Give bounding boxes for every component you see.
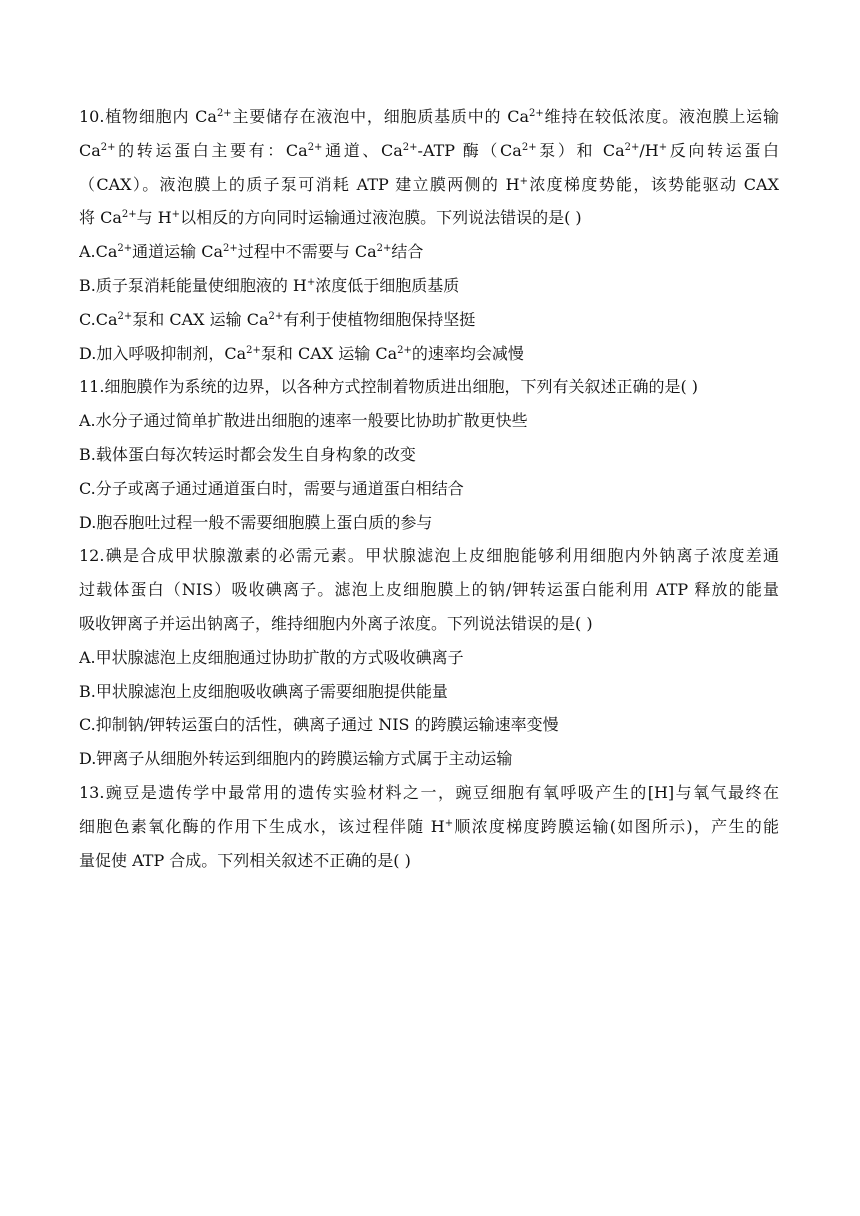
text-run: 主要储存在液泡中，细胞质基质中的 Ca <box>231 107 529 126</box>
text-run: 以相反的方向同时运输通过液泡膜。下列说法错误的是( ) <box>180 208 582 228</box>
superscript: 2+ <box>216 108 232 119</box>
question-stem-line <box>79 844 779 878</box>
text-run: 结合 <box>391 242 424 262</box>
question-stem-line <box>79 370 779 404</box>
question-stem-line <box>79 607 779 641</box>
superscript: 2+ <box>624 141 640 153</box>
question-stem-line <box>79 168 779 202</box>
superscript: + <box>171 209 181 221</box>
text-run: 泵）和 Ca <box>536 140 625 160</box>
answer-option <box>79 742 779 776</box>
text-run: B.质子泵消耗能量使细胞液的 H <box>79 275 307 295</box>
text-run: 通道、Ca <box>322 140 403 160</box>
text-run: 13.豌豆是遗传学中最常用的遗传实验材料之一，豌豆细胞有氧呼吸产生的[H]与氧气最终在 <box>79 782 779 802</box>
superscript: + <box>306 276 316 288</box>
text-run: Ca <box>79 140 101 160</box>
text-run: 的转运蛋白主要有：Ca <box>115 140 308 160</box>
text-run: 的速率均会减慢 <box>411 343 524 363</box>
text-run: A.水分子通过简单扩散进出细胞的速率一般要比协助扩散更快些 <box>79 411 528 431</box>
text-run: 维持在较低浓度。液泡膜上运输 <box>543 107 779 126</box>
text-run: 吸收钾离子并运出钠离子，维持细胞内外离子浓度。下列说法错误的是( ) <box>79 613 593 633</box>
text-run: D.钾离子从细胞外转运到细胞内的跨膜运输方式属于主动运输 <box>79 749 513 769</box>
superscript: 2+ <box>397 344 412 356</box>
superscript: + <box>658 141 668 153</box>
answer-option <box>79 235 779 269</box>
question-list <box>79 100 779 877</box>
superscript: 2+ <box>376 243 392 255</box>
answer-option <box>79 337 779 371</box>
question-stem-line <box>79 201 779 235</box>
text-run: 10.植物细胞内 Ca <box>79 107 217 126</box>
text-run: B.甲状腺滤泡上皮细胞吸收碘离子需要细胞提供能量 <box>79 681 448 701</box>
text-run: C.Ca <box>79 309 118 329</box>
text-run: A.甲状腺滤泡上皮细胞通过协助扩散的方式吸收碘离子 <box>79 647 464 667</box>
text-run: 泵和 CAX 运输 Ca <box>132 309 269 329</box>
text-run: 将 Ca <box>79 208 122 228</box>
answer-option <box>79 675 779 709</box>
answer-option <box>79 708 779 742</box>
answer-option <box>79 404 779 438</box>
answer-option <box>79 269 779 303</box>
question-q12 <box>79 539 779 776</box>
question-stem-line <box>79 134 779 168</box>
text-run: A.Ca <box>79 242 118 262</box>
question-stem-line <box>79 100 779 134</box>
text-run: （CAX）。液泡膜上的质子泵可消耗 ATP 建立膜两侧的 H <box>79 174 520 194</box>
text-run: 有利于使植物细胞保持坚挺 <box>283 309 476 329</box>
text-run: 顺浓度梯度跨膜运输(如图所示)，产生的能 <box>453 816 779 836</box>
superscript: 2+ <box>100 141 116 153</box>
answer-option <box>79 641 779 675</box>
superscript: 2+ <box>402 141 418 153</box>
superscript: 2+ <box>121 209 137 221</box>
answer-option <box>79 506 779 540</box>
superscript: 2+ <box>521 141 537 153</box>
superscript: + <box>444 817 454 829</box>
superscript: 2+ <box>223 243 238 255</box>
text-run: D.加入呼吸抑制剂，Ca <box>79 343 247 363</box>
text-run: 浓度梯度势能，该势能驱动 CAX <box>528 174 779 194</box>
question-q13 <box>79 776 779 877</box>
superscript: 2+ <box>117 310 133 322</box>
superscript: 2+ <box>307 141 323 153</box>
question-stem-line <box>79 539 779 573</box>
superscript: 2+ <box>268 310 284 322</box>
superscript: + <box>519 175 528 187</box>
text-run: 量促使 ATP 合成。下列相关叙述不正确的是( ) <box>79 850 411 870</box>
text-run: 通道运输 Ca <box>132 242 224 262</box>
superscript: 2+ <box>529 108 544 119</box>
text-run: -ATP 酶（Ca <box>417 140 522 160</box>
answer-option <box>79 438 779 472</box>
question-q11 <box>79 370 779 539</box>
superscript: 2+ <box>117 243 133 255</box>
text-run: 过程中不需要与 Ca <box>237 242 377 262</box>
text-run: 浓度低于细胞质基质 <box>315 275 460 295</box>
text-run: C.抑制钠/钾转运蛋白的活性，碘离子通过 NIS 的跨膜运输速率变慢 <box>79 715 559 735</box>
text-run: B.载体蛋白每次转运时都会发生自身构象的改变 <box>79 444 416 464</box>
text-run: /H <box>639 140 659 160</box>
text-run: 过载体蛋白（NIS）吸收碘离子。滤泡上皮细胞膜上的钠/钾转运蛋白能利用 ATP 释放的能量 <box>79 580 779 600</box>
text-run: 12.碘是合成甲状腺激素的必需元素。甲状腺滤泡上皮细胞能够利用细胞内外钠离子浓度差通 <box>79 546 779 566</box>
question-q10 <box>79 100 779 370</box>
text-run: C.分子或离子通过通道蛋白时，需要与通道蛋白相结合 <box>79 478 464 498</box>
question-stem-line <box>79 573 779 607</box>
answer-option <box>79 303 779 337</box>
superscript: 2+ <box>246 344 261 356</box>
text-run: D.胞吞胞吐过程一般不需要细胞膜上蛋白质的参与 <box>79 512 433 532</box>
text-run: 细胞色素氧化酶的作用下生成水，该过程伴随 H <box>79 816 445 836</box>
text-run: 泵和 CAX 运输 Ca <box>260 343 398 363</box>
answer-option <box>79 472 779 506</box>
question-stem-line <box>79 776 779 810</box>
text-run: 反向转运蛋白 <box>667 140 779 160</box>
question-stem-line <box>79 810 779 844</box>
text-run: 11.细胞膜作为系统的边界，以各种方式控制着物质进出细胞，下列有关叙述正确的是( ) <box>79 377 699 397</box>
text-run: 与 H <box>136 208 172 228</box>
